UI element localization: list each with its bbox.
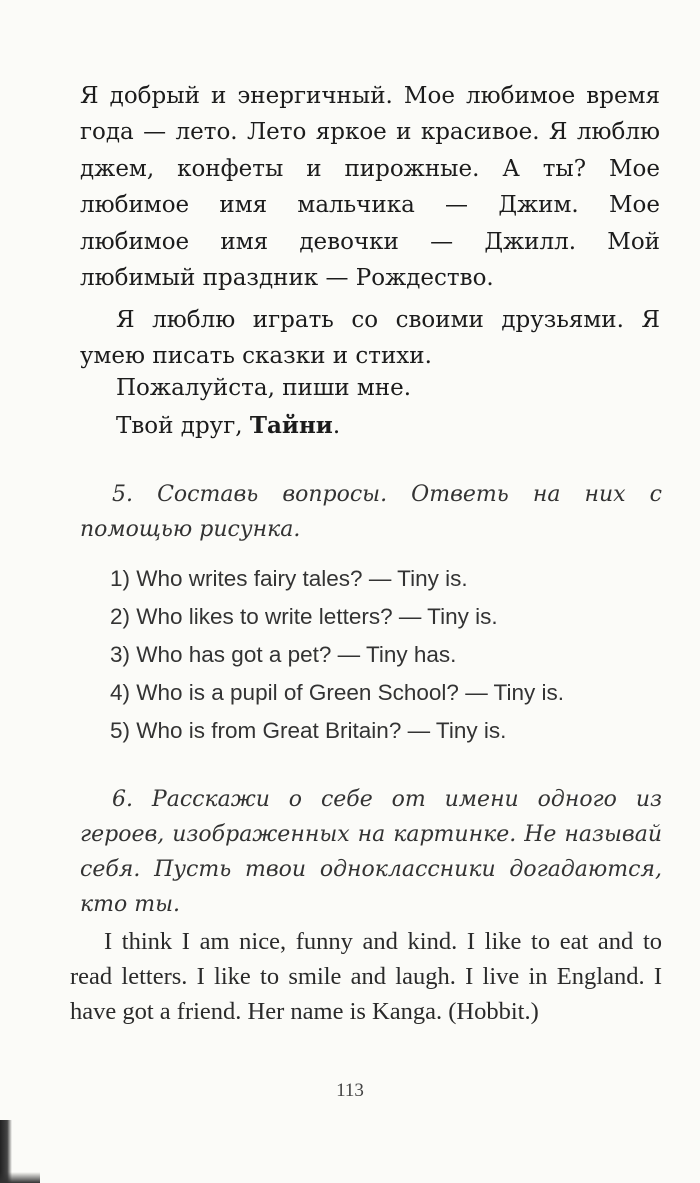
play-paragraph: Я люблю играть со своими друзьями. Я умею писать сказки и стихи. (80, 307, 660, 370)
answer-item-5: 5) Who is from Great Britain? — Tiny is. (110, 718, 507, 743)
task6-story: I think I am nice, funny and kind. I like to eat and to read letters. I like to smile and laugh. I live in England. I have got a friend. Her name is Kanga. (Hobbit.) (70, 928, 662, 1025)
closing-prefix: Твой друг, (116, 413, 250, 439)
closing-suffix: . (332, 413, 341, 439)
task5-answers (110, 560, 564, 750)
intro-paragraph: Я добрый и энергичный. Мое любимое время года — лето. Лето яркое и красивое. Я люблю джем, конфеты и пирожные. А ты? Мое любимое имя мальчика — Джим. Мое любимое имя девочки — Джилл. Мой любимый праздник — Рождество. (80, 83, 660, 292)
page-number: 113 (336, 1080, 364, 1101)
answer-item-1: 1) Who writes fairy tales? — Tiny is. (110, 566, 468, 591)
page-bottom-shadow (0, 1172, 40, 1183)
please-line: Пожалуйста, пиши мне. (116, 375, 412, 401)
answer-item-2: 2) Who likes to write letters? — Tiny is. (110, 604, 498, 629)
task5-instruction: 5. Составь вопросы. Ответь на них с помощью рисунка. (80, 482, 662, 542)
task6-instruction: 6. Расскажи о себе от имени одного из героев, изображенных на картинке. Не называй себя. Пусть твои одноклассники догадаются, кто ты. (80, 787, 662, 917)
answer-item-4: 4) Who is a pupil of Green School? — Tiny is. (110, 680, 564, 705)
closing-name: Тайни (249, 412, 333, 439)
answer-item-3: 3) Who has got a pet? — Tiny has. (110, 642, 457, 667)
closing-line (80, 408, 660, 444)
